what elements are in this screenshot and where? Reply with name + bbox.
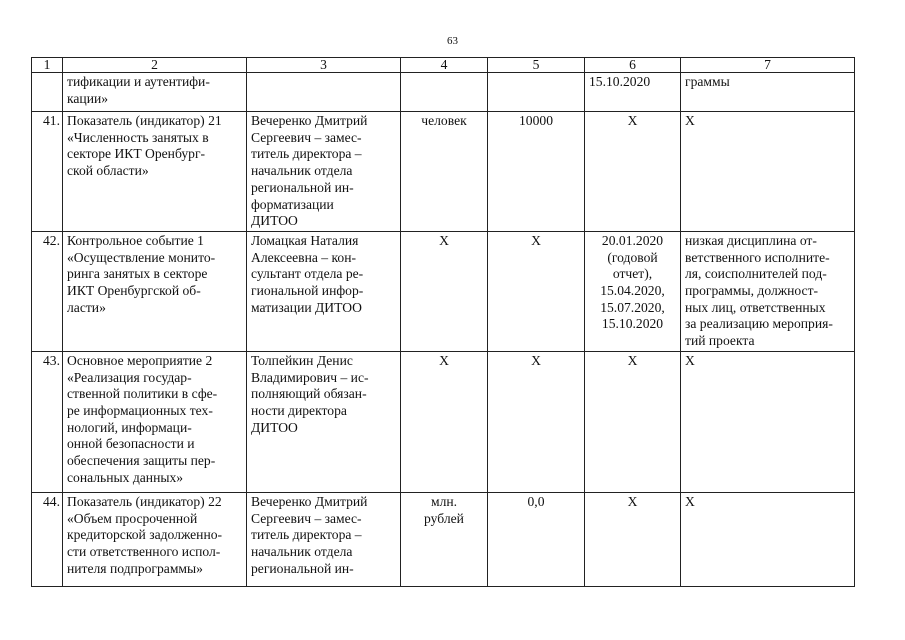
cell-responsible-person: Ломацкая Наталия Алексеевна – кон- сультант отдела ре- гиональной инфор- матизации ДИТОО bbox=[247, 231, 401, 351]
col-header-7: 7 bbox=[681, 58, 855, 73]
cell-deadline: 20.01.2020 (годовой отчет), 15.04.2020, 15.07.2020, 15.10.2020 bbox=[585, 231, 681, 351]
cell-responsible-person: Вечеренко Дмитрий Сергеевич – замес- титель директора – начальник отдела региональной ин- bbox=[247, 492, 401, 586]
col-header-6: 6 bbox=[585, 58, 681, 73]
col-header-5: 5 bbox=[488, 58, 585, 73]
cell-responsible-person: Вечеренко Дмитрий Сергеевич – замес- титель директора – начальник отдела региональной ин- форматизации ДИТОО bbox=[247, 112, 401, 232]
cell-unit: X bbox=[401, 351, 488, 492]
cell-item-name: Показатель (индикатор) 22 «Объем просроченной кредиторской задолженно- сти ответственного испол- нителя подпрограммы» bbox=[63, 492, 247, 586]
cell-deadline: X bbox=[585, 351, 681, 492]
cell-risk: X bbox=[681, 351, 855, 492]
col-header-3: 3 bbox=[247, 58, 401, 73]
cell-risk: низкая дисциплина от- ветственного исполните- ля, соисполнителей под- программы, должност- ных лиц, ответственных за реализацию мероприя- тий проекта bbox=[681, 231, 855, 351]
cell-unit bbox=[401, 73, 488, 112]
cell-deadline: X bbox=[585, 112, 681, 232]
cell-row-number: 44. bbox=[32, 492, 63, 586]
cell-responsible-person bbox=[247, 73, 401, 112]
cell-unit: X bbox=[401, 231, 488, 351]
cell-target-value: X bbox=[488, 351, 585, 492]
cell-target-value: 10000 bbox=[488, 112, 585, 232]
table-row bbox=[32, 112, 855, 232]
cell-deadline: 15.10.2020 bbox=[585, 73, 681, 112]
cell-unit: человек bbox=[401, 112, 488, 232]
cell-row-number bbox=[32, 73, 63, 112]
header-row bbox=[32, 58, 855, 73]
cell-item-name: Показатель (индикатор) 21 «Численность занятых в секторе ИКТ Оренбург- ской области» bbox=[63, 112, 247, 232]
col-header-1: 1 bbox=[32, 58, 63, 73]
cell-row-number: 42. bbox=[32, 231, 63, 351]
table-row bbox=[32, 351, 855, 492]
cell-risk: граммы bbox=[681, 73, 855, 112]
cell-item-name: Контрольное событие 1 «Осуществление монито- ринга занятых в секторе ИКТ Оренбургской об- ласти» bbox=[63, 231, 247, 351]
col-header-2: 2 bbox=[63, 58, 247, 73]
cell-target-value: 0,0 bbox=[488, 492, 585, 586]
cell-risk: X bbox=[681, 492, 855, 586]
col-header-4: 4 bbox=[401, 58, 488, 73]
cell-risk: X bbox=[681, 112, 855, 232]
table-row bbox=[32, 231, 855, 351]
cell-deadline: X bbox=[585, 492, 681, 586]
cell-unit: млн. рублей bbox=[401, 492, 488, 586]
page-number: 63 bbox=[447, 35, 458, 47]
table-row bbox=[32, 73, 855, 112]
cell-row-number: 41. bbox=[32, 112, 63, 232]
cell-row-number: 43. bbox=[32, 351, 63, 492]
cell-responsible-person: Толпейкин Денис Владимирович – ис- полняющий обязан- ности директора ДИТОО bbox=[247, 351, 401, 492]
cell-item-name: тификации и аутентифи- кации» bbox=[63, 73, 247, 112]
indicators-table bbox=[31, 57, 855, 587]
cell-item-name: Основное мероприятие 2 «Реализация государ- ственной политики в сфе- ре информационных тех- нологий, информаци- онной безопасности и обеспечения защиты пер- сональных данных» bbox=[63, 351, 247, 492]
cell-target-value: X bbox=[488, 231, 585, 351]
table-row bbox=[32, 492, 855, 586]
cell-target-value bbox=[488, 73, 585, 112]
